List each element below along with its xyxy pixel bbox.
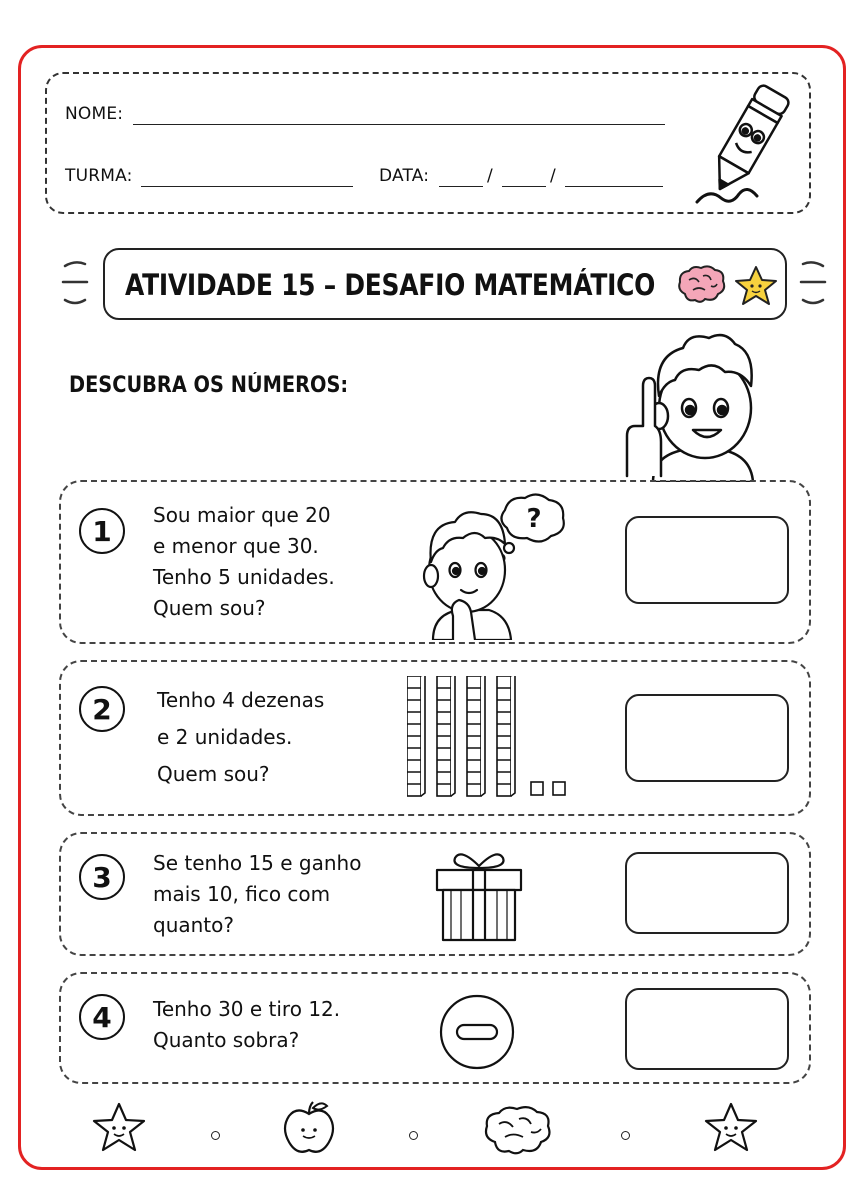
apple-icon — [279, 1098, 339, 1158]
star-icon — [733, 264, 779, 308]
student-info-box — [45, 72, 811, 214]
date-separator: / — [550, 166, 556, 186]
pointing-boy-icon — [613, 326, 773, 482]
question-number: 3 — [79, 854, 125, 900]
answer-box-4[interactable] — [625, 988, 789, 1070]
gift-icon — [431, 848, 527, 944]
decorative-dot — [621, 1131, 630, 1140]
question-number: 1 — [79, 508, 125, 554]
question-text: Tenho 30 e tiro 12. Quanto sobra? — [153, 997, 341, 1052]
thinking-boy-icon — [409, 492, 569, 640]
svg-text:?: ? — [526, 504, 542, 534]
activity-title-box — [103, 248, 787, 320]
class-label: TURMA: — [65, 166, 133, 186]
star-icon — [89, 1100, 149, 1156]
brain-icon — [481, 1104, 553, 1158]
answer-box-2[interactable] — [625, 694, 789, 782]
name-label: NOME: — [65, 104, 124, 124]
activity-title: ATIVIDADE 15 – DESAFIO MATEMÁTICO — [125, 268, 656, 302]
date-day-line[interactable] — [439, 186, 483, 187]
question-card-3 — [59, 832, 811, 956]
sparkle-marks-left — [59, 256, 95, 312]
star-icon — [701, 1100, 761, 1156]
question-card-1 — [59, 480, 811, 644]
date-month-line[interactable] — [502, 186, 546, 187]
class-line[interactable] — [141, 186, 353, 187]
answer-box-3[interactable] — [625, 852, 789, 934]
date-year-line[interactable] — [565, 186, 663, 187]
decorative-dot — [409, 1131, 418, 1140]
pencil-icon — [687, 80, 807, 210]
question-card-4 — [59, 972, 811, 1084]
question-card-2 — [59, 660, 811, 816]
question-number: 4 — [79, 994, 125, 1040]
date-label: DATA: — [379, 166, 430, 186]
minus-icon — [437, 994, 517, 1070]
date-separator: / — [487, 166, 493, 186]
name-line[interactable] — [133, 124, 665, 125]
question-text: Tenho 4 dezenas e 2 unidades. Quem sou? — [157, 688, 325, 786]
worksheet-frame — [18, 45, 846, 1170]
question-text: Se tenho 15 e ganho mais 10, fico com quanto? — [153, 851, 362, 937]
base-ten-blocks-icon — [407, 676, 587, 800]
question-number: 2 — [79, 686, 125, 732]
answer-box-1[interactable] — [625, 516, 789, 604]
decorative-dot — [211, 1131, 220, 1140]
brain-icon — [675, 264, 727, 308]
sparkle-marks-right — [793, 256, 829, 312]
question-text: Sou maior que 20 e menor que 30. Tenho 5 unidades. Quem sou? — [153, 503, 335, 620]
section-heading: DESCUBRA OS NÚMEROS: — [69, 373, 349, 398]
